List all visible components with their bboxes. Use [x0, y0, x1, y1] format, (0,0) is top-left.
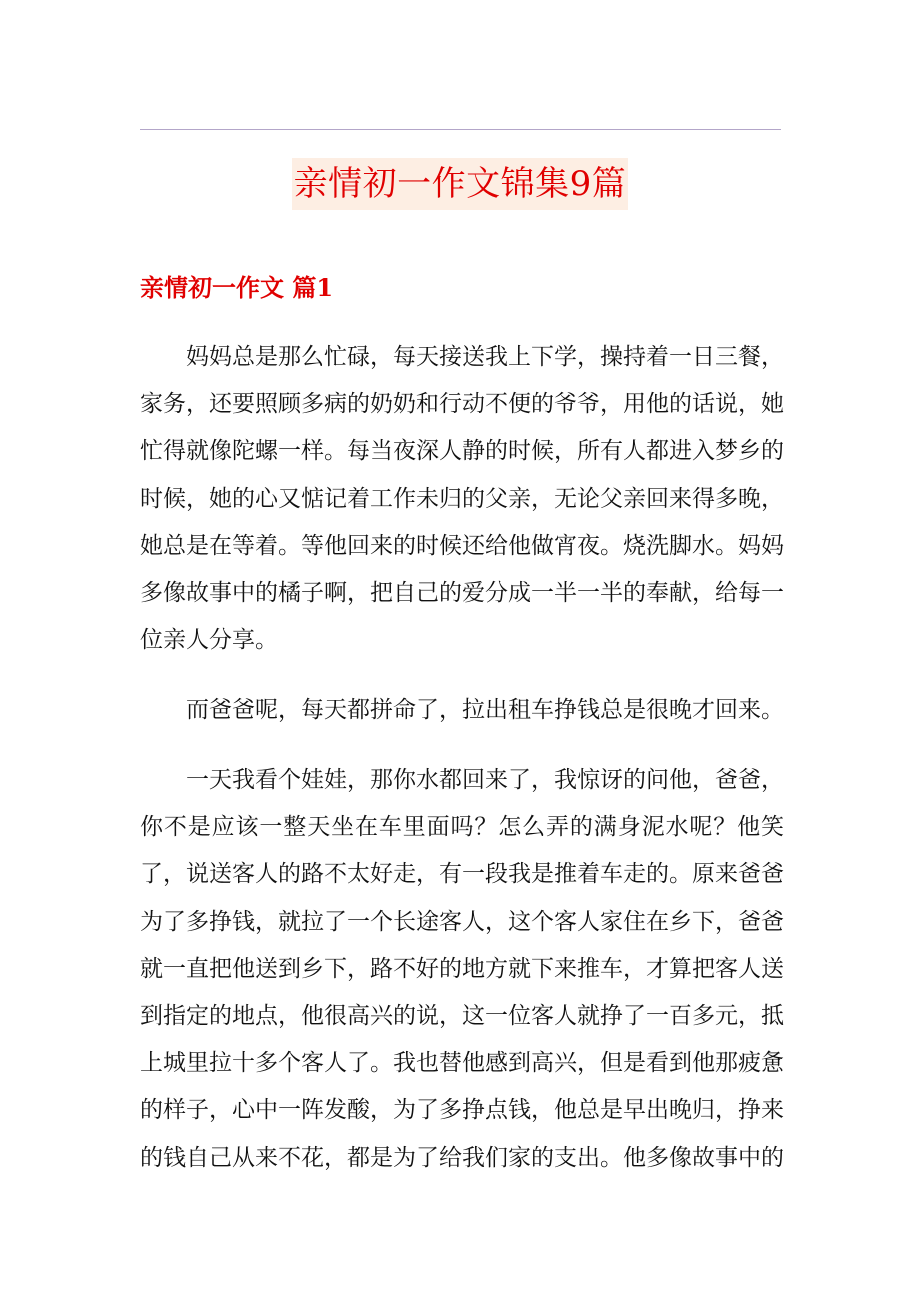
body-paragraph-1: 妈妈总是那么忙碌，每天接送我上下学，操持着一日三餐，家务，还要照顾多病的奶奶和行动不便的爷爷，用他的话说，她忙得就像陀螺一样。每当夜深人静的时候，所有人都进入梦乡的时候，她的心又惦记着工作未归的父亲，无论父亲回来得多晚，她总是在等着。等他回来的时候还给他做宵夜。烧洗脚水。妈妈多像故事中的橘子啊，把自己的爱分成一半一半的奉献，给每一位亲人分享。	[140, 344, 784, 654]
body-paragraph-2: 而爸爸呢，每天都拼命了，拉出租车挣钱总是很晚才回来。	[186, 697, 784, 723]
title-container	[0, 158, 920, 210]
document-title: 亲情初一作文锦集9篇	[292, 158, 629, 210]
section-heading: 亲情初一作文 篇1	[140, 273, 334, 302]
body-paragraph-3: 一天我看个娃娃，那你水都回来了，我惊讶的问他，爸爸，你不是应该一整天坐在车里面吗？怎么弄的满身泥水呢？他笑了，说送客人的路不太好走，有一段我是推着车走的。原来爸爸为了多挣钱，就拉了一个长途客人，这个客人家住在乡下，爸爸就一直把他送到乡下，路不好的地方就下来推车，才算把客人送到指定的地点，他很高兴的说，这一位客人就挣了一百多元，抵上城里拉十多个客人了。我也替他感到高兴，但是看到他那疲惫的样子，心中一阵发酸，为了多挣点钱，他总是早出晚归，挣来的钱自己从来不花，都是为了给我们家的支出。他多像故事中的	[140, 767, 784, 1171]
header-divider	[140, 129, 781, 130]
